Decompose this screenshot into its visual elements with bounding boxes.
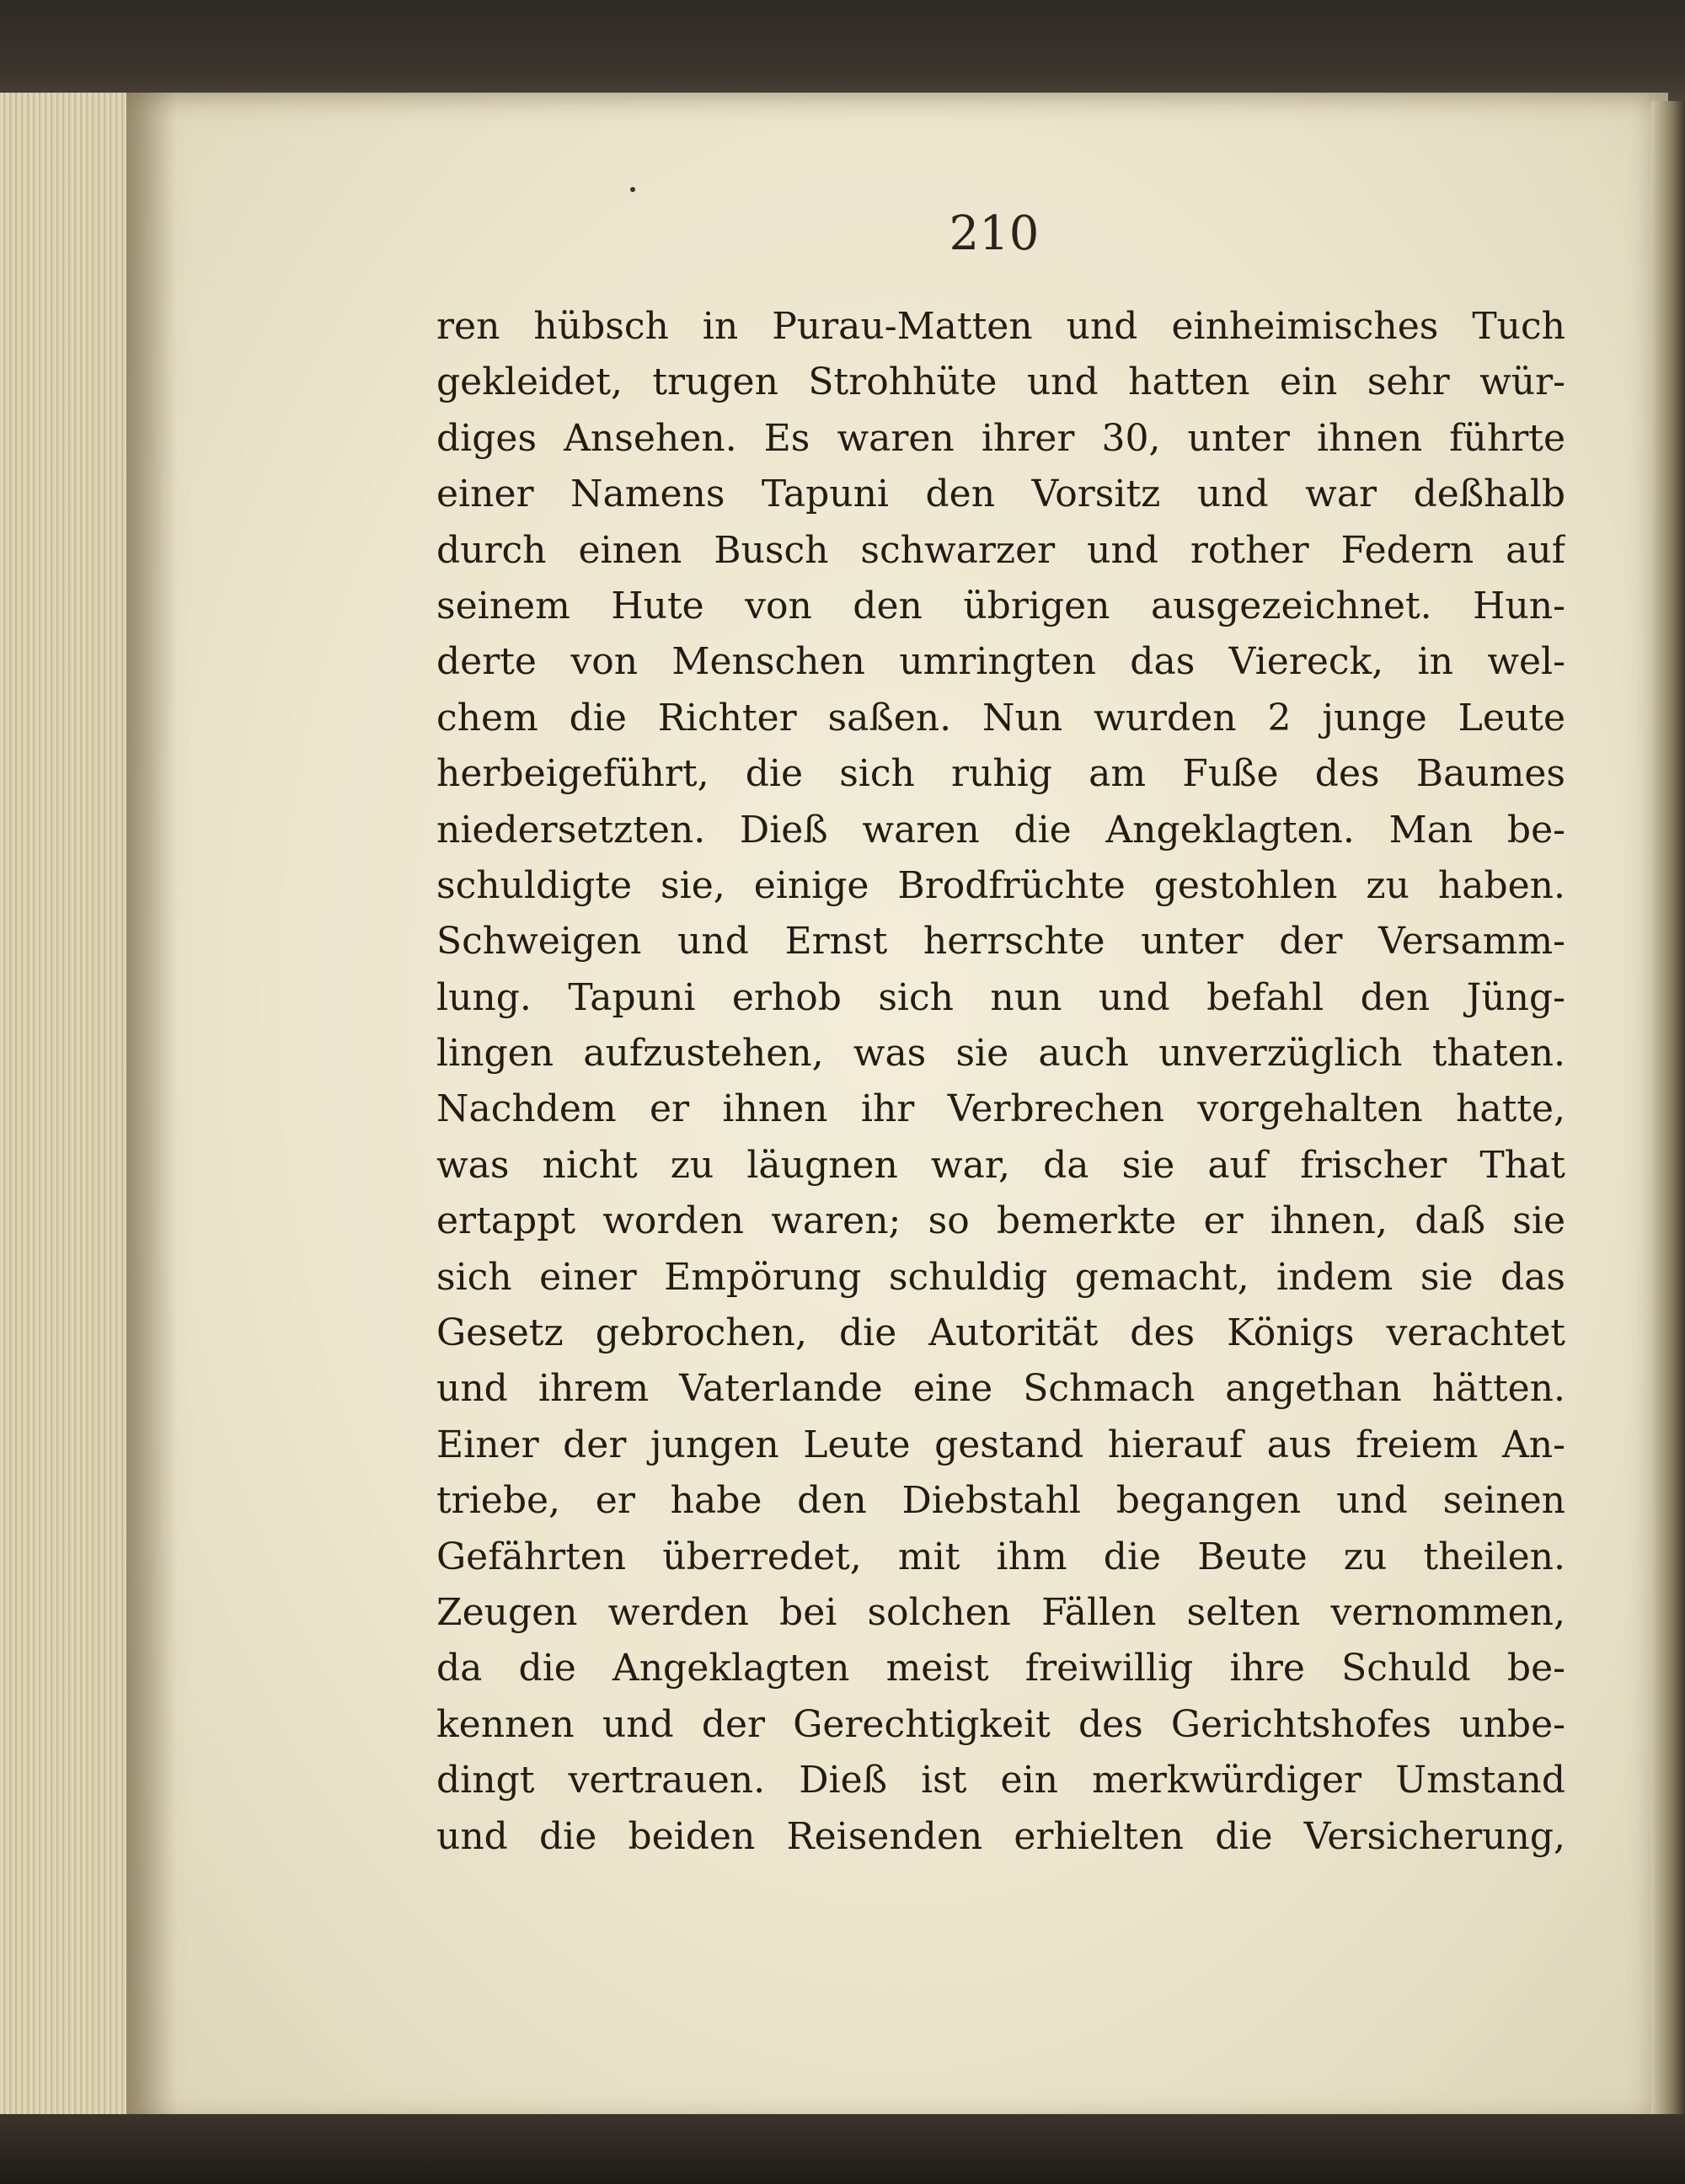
- text-line: chem die Richter saßen. Nun wurden 2 junge Leute: [436, 696, 1565, 740]
- text-line: triebe, er habe den Diebstahl begangen und seinen: [436, 1479, 1565, 1523]
- book-frame-bottom: [0, 2114, 1685, 2184]
- text-line: und ihrem Vaterlande eine Schmach angethan hätten.: [436, 1367, 1565, 1411]
- text-line: ren hübsch in Purau-Matten und einheimisches Tuch: [436, 305, 1565, 348]
- text-line: Zeugen werden bei solchen Fällen selten vernommen,: [436, 1590, 1565, 1634]
- text-line: Nachdem er ihnen ihr Verbrechen vorgehalten hatte,: [436, 1087, 1565, 1131]
- text-line: Gefährten überredet, mit ihm die Beute zu theilen.: [436, 1535, 1565, 1578]
- text-line: und die beiden Reisenden erhielten die Versicherung,: [436, 1814, 1565, 1858]
- text-line: durch einen Busch schwarzer und rother Federn auf: [436, 528, 1565, 572]
- text-line: kennen und der Gerechtigkeit des Gerichtshofes unbe-: [436, 1702, 1565, 1746]
- text-line: Einer der jungen Leute gestand hierauf aus freiem An-: [436, 1423, 1565, 1466]
- text-line: diges Ansehen. Es waren ihrer 30, unter ihnen führte: [436, 416, 1565, 460]
- body-text: [436, 299, 1565, 1865]
- text-line: herbeigeführt, die sich ruhig am Fuße des Baumes: [436, 752, 1565, 796]
- text-line: seinem Hute von den übrigen ausgezeichnet. Hun-: [436, 584, 1565, 627]
- text-line: niedersetzten. Dieß waren die Angeklagten. Man be-: [436, 808, 1565, 852]
- text-line: gekleidet, trugen Strohhüte und hatten ein sehr wür-: [436, 360, 1565, 404]
- text-line: dingt vertrauen. Dieß ist ein merkwürdiger Umstand: [436, 1759, 1565, 1802]
- book-frame-top: [0, 0, 1685, 101]
- text-line: sich einer Empörung schuldig gemacht, indem sie das: [436, 1255, 1565, 1299]
- page-right-edge: [1651, 101, 1685, 2123]
- text-line: lingen aufzustehen, was sie auch unverzüglich thaten.: [436, 1032, 1565, 1076]
- ink-speck: [630, 187, 635, 192]
- text-line: schuldigte sie, einige Brodfrüchte gestohlen zu haben.: [436, 863, 1565, 907]
- text-line: einer Namens Tapuni den Vorsitz und war deßhalb: [436, 473, 1565, 516]
- text-line: lung. Tapuni erhob sich nun und befahl den Jüng-: [436, 975, 1565, 1019]
- text-line: was nicht zu läugnen war, da sie auf frischer That: [436, 1143, 1565, 1187]
- page-number: 210: [949, 206, 1040, 261]
- gutter-shadow: [126, 93, 177, 2127]
- text-line: derte von Menschen umringten das Viereck, in wel-: [436, 640, 1565, 684]
- text-line: da die Angeklagten meist freiwillig ihre Schuld be-: [436, 1647, 1565, 1690]
- text-line: Gesetz gebrochen, die Autorität des Königs verachtet: [436, 1311, 1565, 1355]
- text-line: Schweigen und Ernst herrschte unter der Versamm-: [436, 920, 1565, 964]
- text-line: ertappt worden waren; so bemerkte er ihnen, daß sie: [436, 1199, 1565, 1243]
